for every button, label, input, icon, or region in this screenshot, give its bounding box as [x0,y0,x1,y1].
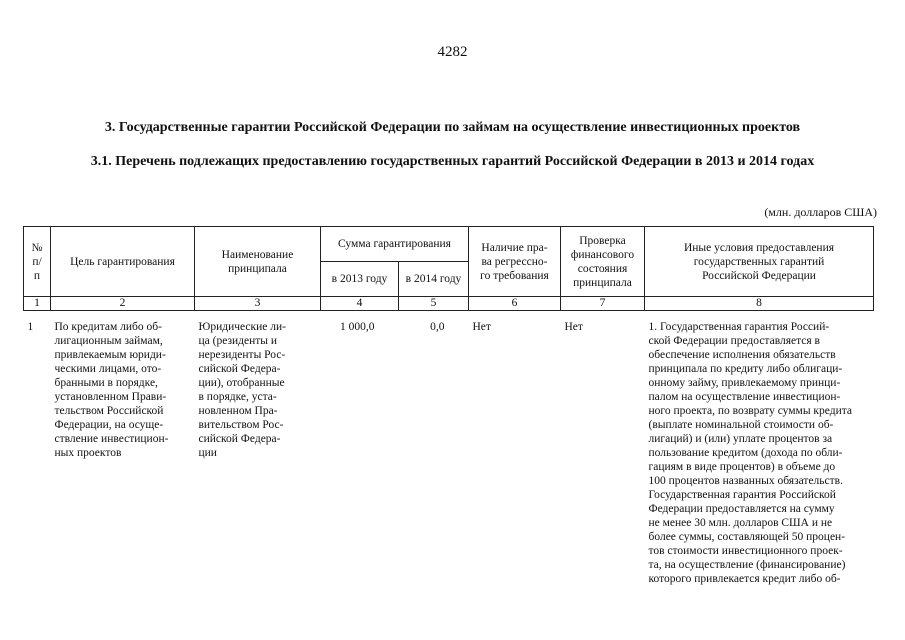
table-row [24,311,874,587]
header-purpose: Цель гарантирования [51,227,195,297]
row-no: 1 [27,321,34,333]
header-amount-2013: в 2013 году [321,262,399,297]
header-amount: Сумма гарантирования [321,227,469,262]
column-number: 5 [399,297,469,311]
column-number: 8 [645,297,874,311]
column-number-row [24,297,874,311]
header-other-conditions: Иные условия предоставления государственных гарантий Российской Федерации [645,227,874,297]
column-number: 3 [195,297,321,311]
page-number: 4282 [437,44,468,60]
units-note: (млн. долларов США) [764,205,877,219]
header-no: № п/ п [24,227,51,297]
column-number: 1 [24,297,51,311]
row-recourse: Нет [472,321,491,333]
header-amount-2014: в 2014 году [399,262,469,297]
header-financial-check: Проверка финансового состояния принципала [561,227,645,297]
row-principal: Юридические ли- ца (резиденты и нерезиденты Рос- сийской Федера- ции), отобранные в порядке, уста- новленном Пра- вительством Рос- сийской Федера- ции [198,321,286,459]
column-number: 7 [561,297,645,311]
section-title: 3. Государственные гарантии Российской Федерации по займам на осуществление инвестиционных проектов [104,120,801,135]
subsection-title: 3.1. Перечень подлежащих предоставлению государственных гарантий Российской Федерации в 2013 и 2014 годах [90,154,815,169]
column-number: 4 [321,297,399,311]
row-financial-check: Нет [564,321,583,333]
column-number: 6 [469,297,561,311]
header-recourse: Наличие пра- ва регрессно- го требования [469,227,561,297]
row-purpose: По кредитам либо об- лигационным займам, привлекаемым юриди- ческими лицами, ото- бранными в порядке, установленном Прави- тельством Российской Федерации, на осуще- ствление инвестицион- ных проектов [54,321,169,459]
row-other-conditions: 1. Государственная гарантия Россий- ской Федерации предоставляется в обеспечение исполнения обязательств принципала по кредиту либо облигаци- онному займу, привлекаемому принци- палом на осуществление инвестицион- ного проекта, по возврату суммы кредита (выплате номинальной стоимости об- лигаций) и (или) уплате процентов за пользование кредитом (дохода по обли- гациям в виде процентов) в объеме до 100 процентов названных обязательств. Государственная гарантия Российской Федерации предоставляется на сумму не менее 30 млн. долларов США и не более суммы, составляющей 50 процен- тов стоимости инвестиционного проек- та, на осуществление (финансирование) которого привлекается кредит либо об- [648,321,852,585]
header-principal: Наименование принципала [195,227,321,297]
guarantees-table [23,226,874,586]
column-number: 2 [51,297,195,311]
row-amount-2013: 1 000,0 [340,321,375,333]
row-amount-2014: 0,0 [430,321,445,333]
